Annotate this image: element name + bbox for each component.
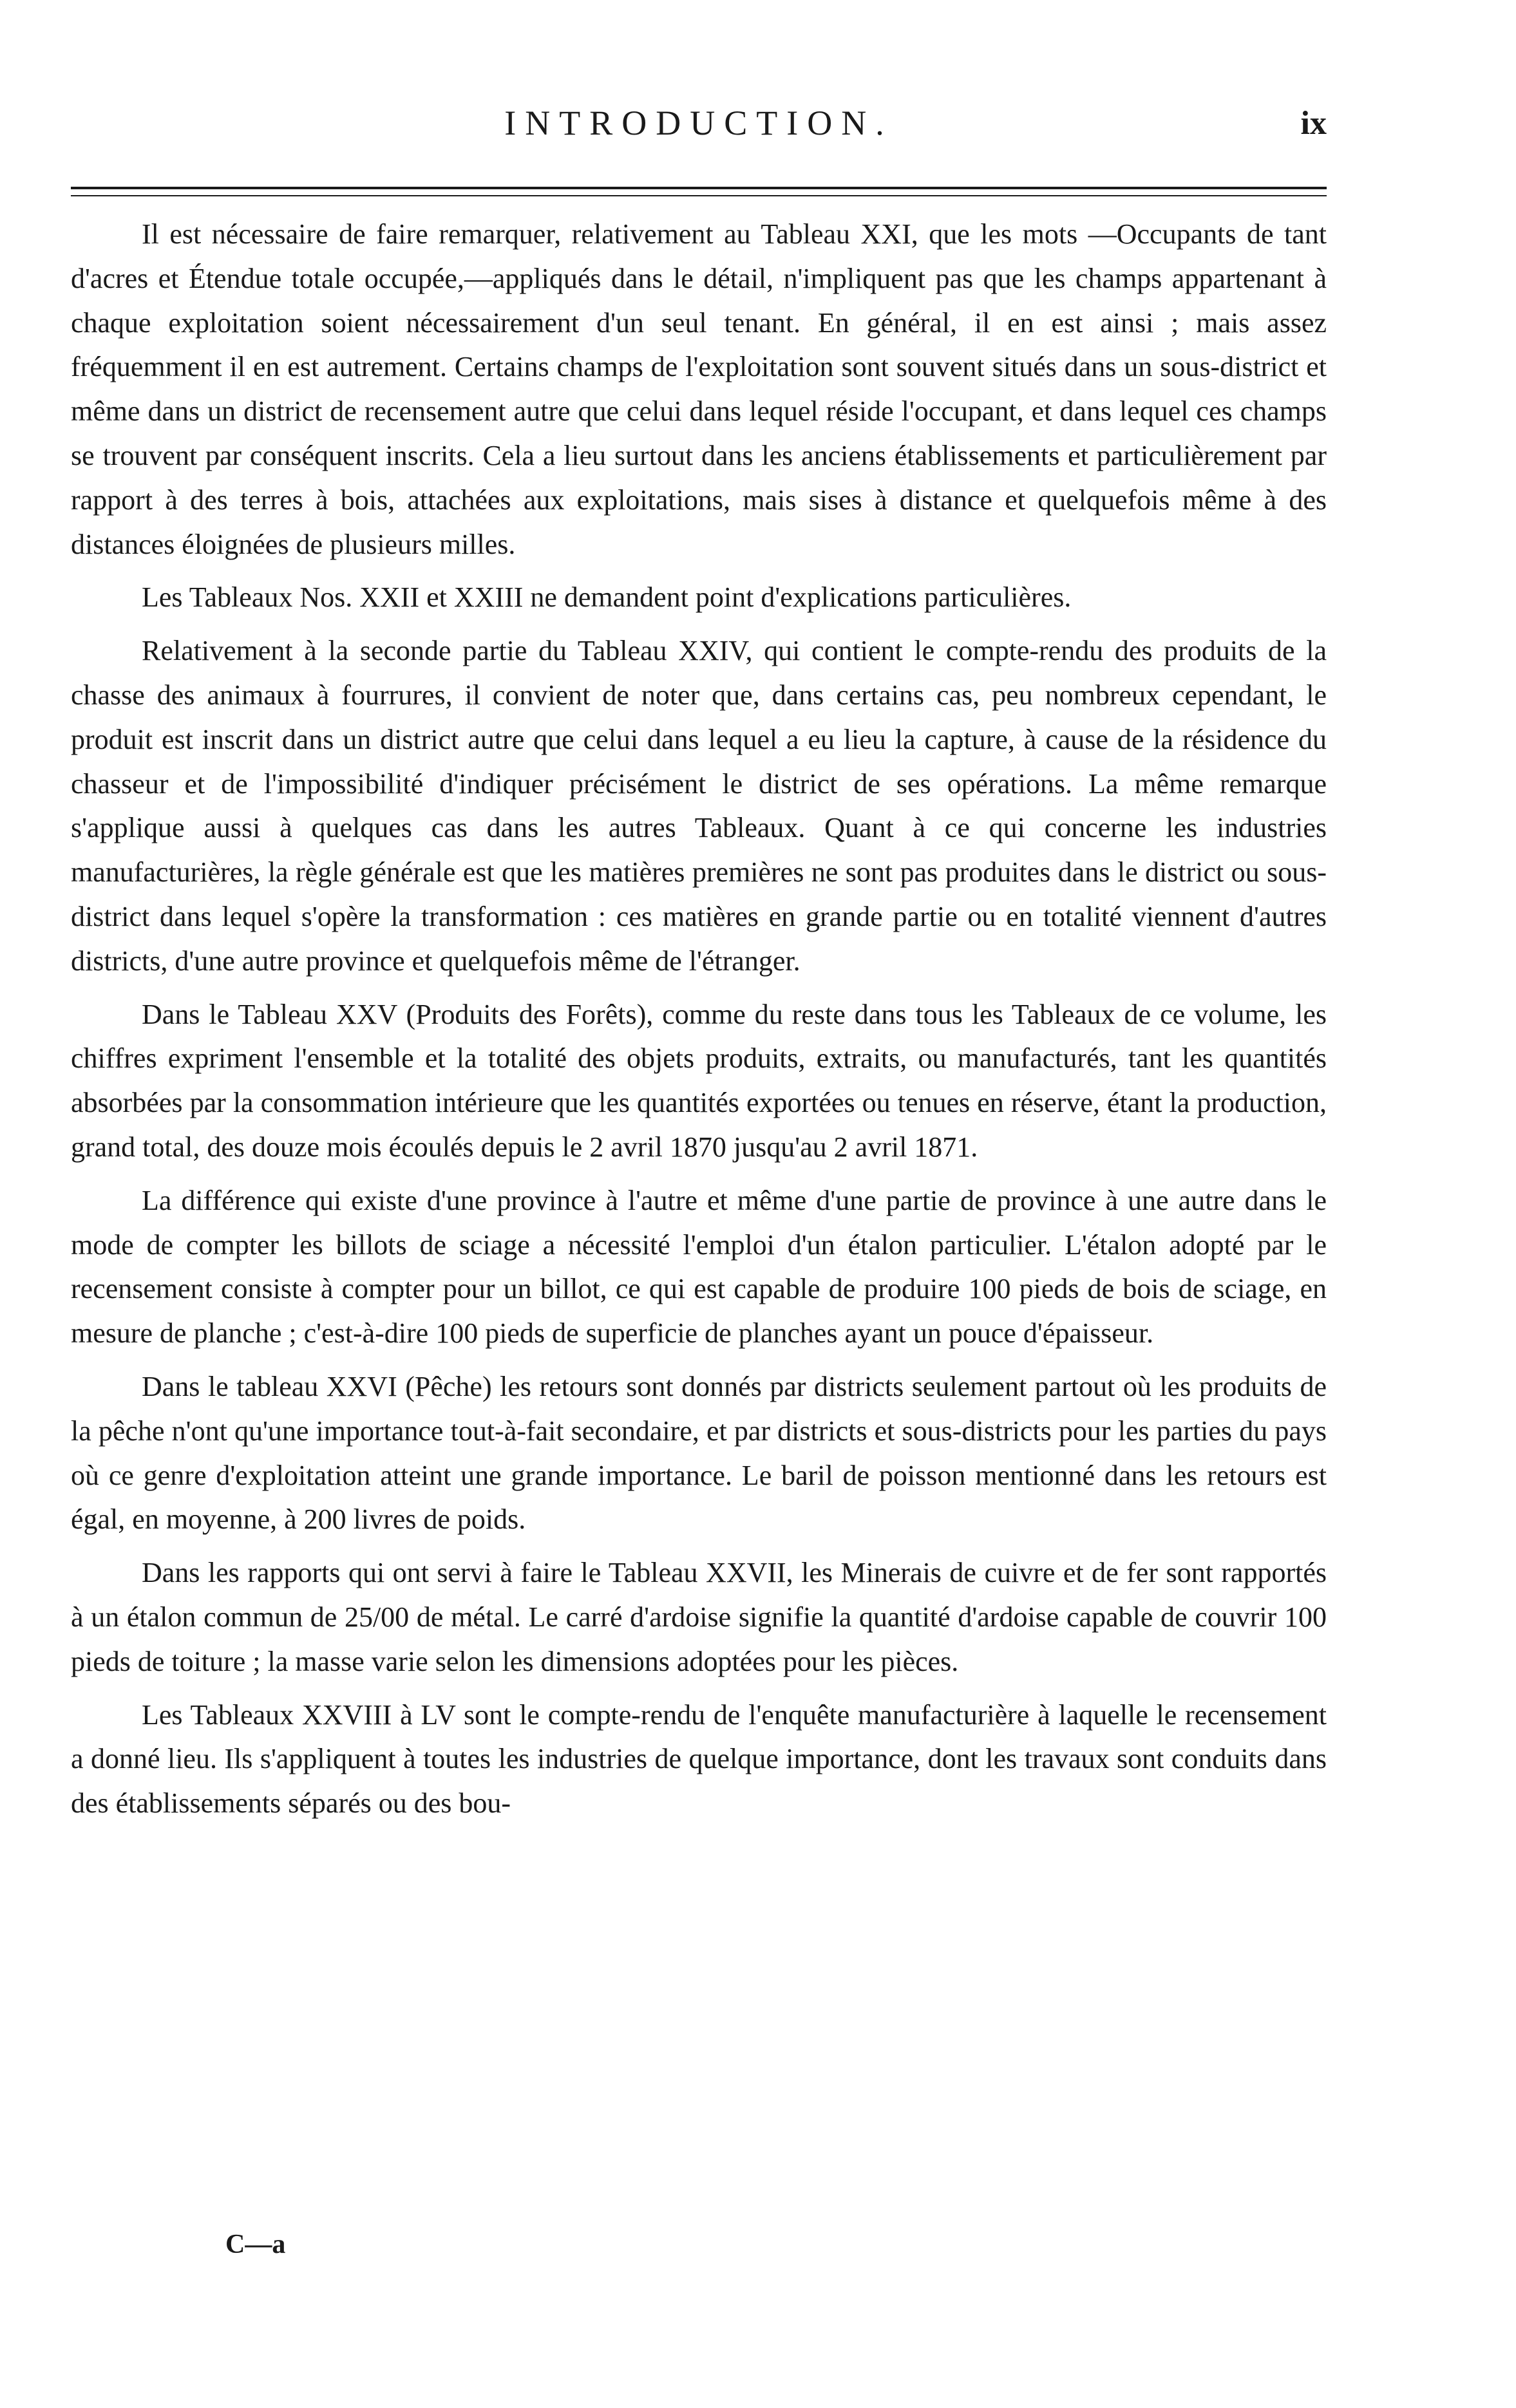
header-rule-thin <box>71 195 1327 196</box>
body-text <box>71 212 1327 1835</box>
paragraph-tableau-xxiv: Relativement à la seconde partie du Tableau XXIV, qui contient le compte-rendu des produits de la chasse des animaux à fourrures, il convient de noter que, dans certains cas, peu nombreux cependant, le produit est inscrit dans un district autre que celui dans lequel a eu lieu la capture, à cause de la résidence du chasseur et de l'impossibilité d'indiquer précisément le district de ses opérations. La même remarque s'applique aussi à quelques cas dans les autres Tableaux. Quant à ce qui concerne les industries manufacturières, la règle générale est que les matières premières ne sont pas produites dans le district ou sous-district dans lequel s'opère la transformation : ces matières en grande partie ou en totalité viennent d'autres districts, d'une autre province et quelquefois même de l'étranger. <box>71 635 1327 977</box>
paragraph-tableau-xxi: Il est nécessaire de faire remarquer, relativement au Tableau XXI, que les mots —Occupants de tant d'acres et Étendue totale occupée,—appliqués dans le détail, n'impliquent pas que les champs appartenant à chaque exploitation soient nécessairement d'un seul tenant. En général, il en est ainsi ; mais assez fréquemment il en est autrement. Certains champs de l'exploitation sont souvent situés dans un sous-district et même dans un district de recensement autre que celui dans lequel réside l'occupant, et dans lequel ces champs se trouvent par conséquent inscrits. Cela a lieu surtout dans les anciens établissements et particulièrement par rapport à des terres à bois, attachées aux exploitations, mais sises à distance et quelquefois même à des distances éloignées de plusieurs milles. <box>71 218 1327 560</box>
signature-mark: C—a <box>225 2230 286 2259</box>
paragraph-tableau-xxv: Dans le Tableau XXV (Produits des Forêts), comme du reste dans tous les Tableaux de ce volume, les chiffres expriment l'ensemble et la totalité des objets produits, extraits, ou manufacturés, tant les quantités absorbées par la consommation intérieure que les quantités exportées ou tenues en réserve, étant la production, grand total, des douze mois écoulés depuis le 2 avril 1870 jusqu'au 2 avril 1871. <box>71 998 1327 1163</box>
paragraph-tableau-xxvii: Dans les rapports qui ont servi à faire le Tableau XXVII, les Minerais de cuivre et de fer sont rapportés à un étalon commun de 25/00 de métal. Le carré d'ardoise signifie la quantité d'ardoise capable de couvrir 100 pieds de toiture ; la masse varie selon les dimensions adoptées pour les pièces. <box>71 1557 1327 1677</box>
header-rule-thick <box>71 187 1327 189</box>
paragraph-tableaux-xxii-xxiii: Les Tableaux Nos. XXII et XXIII ne demandent point d'explications particulières. <box>142 581 1072 614</box>
page-number: ix <box>1300 105 1327 142</box>
paragraph-tableaux-xxviii-lv: Les Tableaux XXVIII à LV sont le compte-rendu de l'enquête manufacturière à laquelle le recensement a donné lieu. Ils s'appliquent à toutes les industries de quelque importance, dont les travaux sont conduits dans des établissements séparés ou des bou- <box>71 1698 1327 1820</box>
page-header <box>71 103 1327 161</box>
paragraph-billots-etalon: La différence qui existe d'une province à l'autre et même d'une partie de province à une autre dans le mode de compter les billots de sciage a nécessité l'emploi d'un étalon particulier. L'étalon adopté par le recensement consiste à compter pour un billot, ce qui est capable de produire 100 pieds de bois de sciage, en mesure de planche ; c'est-à-dire 100 pieds de superficie de planches ayant un pouce d'épaisseur. <box>71 1184 1327 1350</box>
paragraph-tableau-xxvi: Dans le tableau XXVI (Pêche) les retours sont donnés par districts seulement partout où les produits de la pêche n'ont qu'une importance tout-à-fait secondaire, et par districts et sous-districts pour les parties du pays où ce genre d'exploitation atteint une grande importance. Le baril de poisson mentionné dans les retours est égal, en moyenne, à 200 livres de poids. <box>71 1370 1327 1536</box>
page-title: INTRODUCTION. <box>504 104 893 142</box>
